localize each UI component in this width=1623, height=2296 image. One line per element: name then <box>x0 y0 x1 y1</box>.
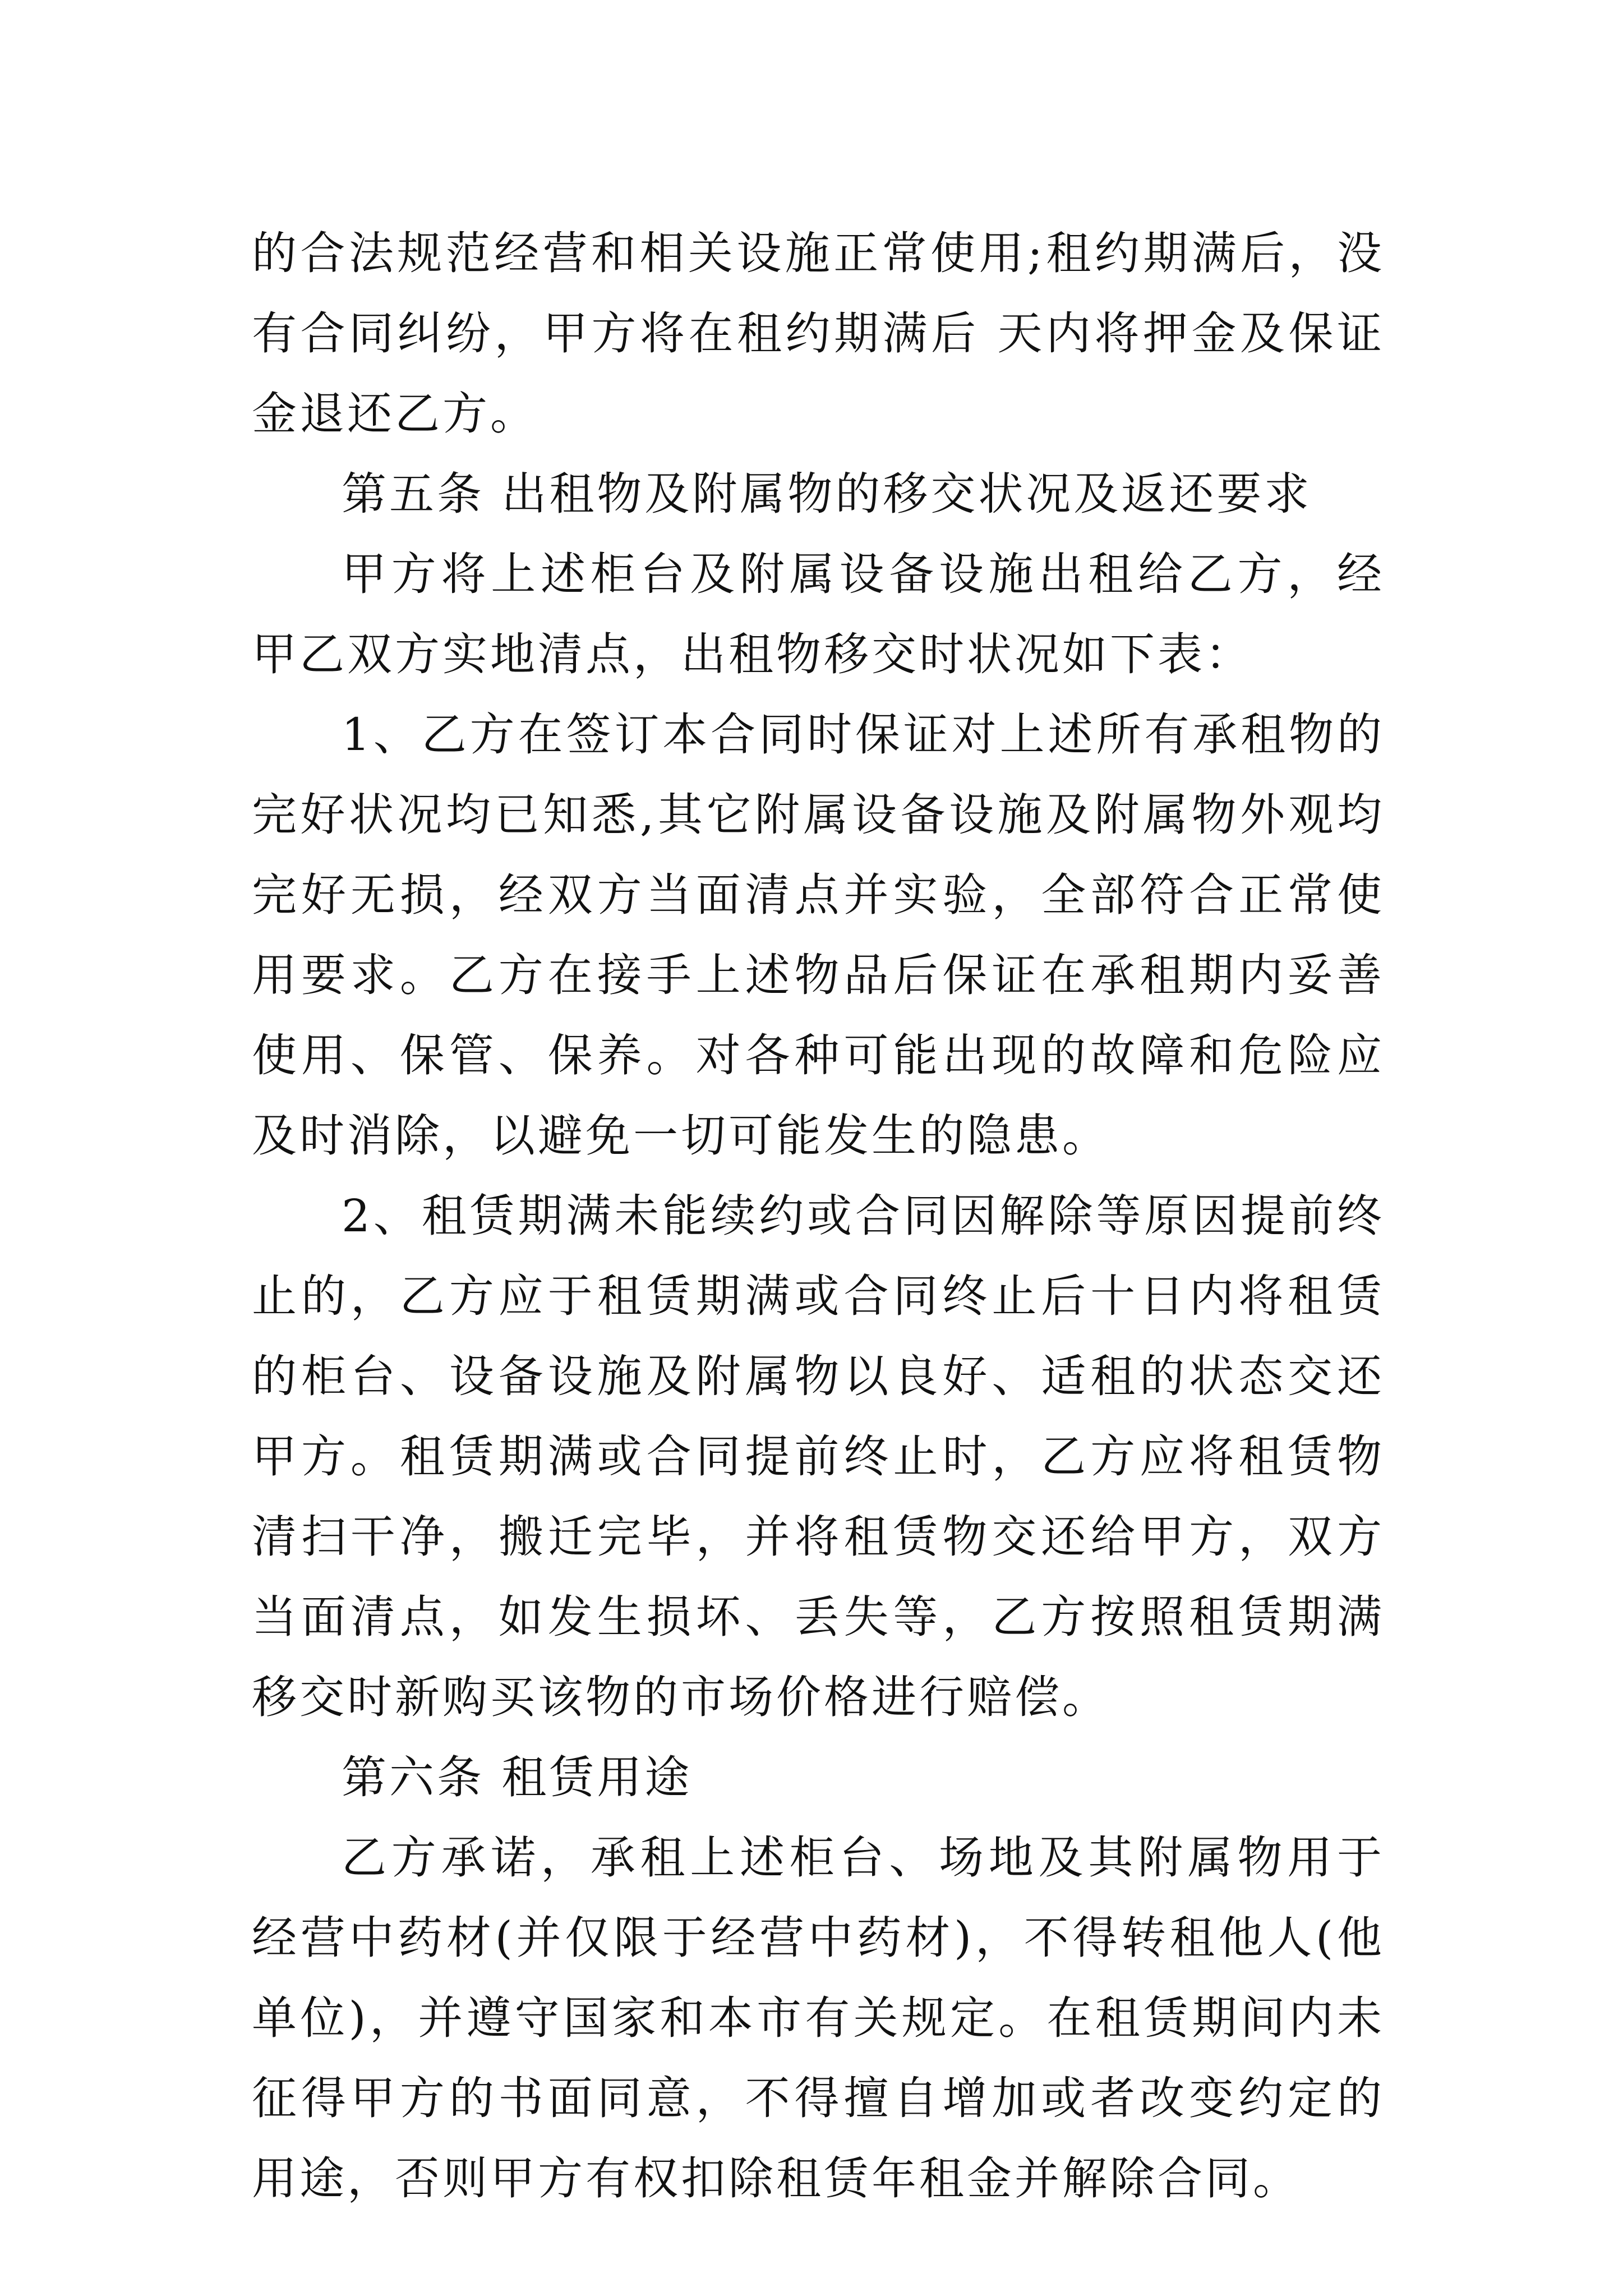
article-5-heading: 第五条 出租物及附属物的移交状况及返还要求 <box>342 468 1312 520</box>
paragraph-clause-2: 2、租赁期满未能续约或合同因解除等原因提前终止的，乙方应于租赁期满或合同终止后十日内将租赁的柜台、设备设施及附属物以良好、适租的状态交还甲方。租赁期满或合同提前终止时，乙方应将租赁物清扫干净，搬迁完毕，并将租赁物交还给甲方，双方当面清点，如发生损坏、丢失等，乙方按照租赁期满移交时新购买该物的市场价格进行赔偿。 <box>252 1190 1385 1723</box>
paragraph-lease-purpose: 乙方承诺，承租上述柜台、场地及其附属物用于经营中药材(并仅限于经营中药材)，不得转租他人(他单位)，并遵守国家和本市有关规定。在租赁期间内未征得甲方的书面同意，不得擅自增加或者改变约定的用途，否则甲方有权扣除租赁年租金并解除合同。 <box>252 1832 1385 2205</box>
article-6-heading: 第六条 租赁用途 <box>342 1751 693 1803</box>
paragraph-handover-intro: 甲方将上述柜台及附属设备设施出租给乙方，经甲乙双方实地清点，出租物移交时状况如下表： <box>252 548 1385 680</box>
document-body <box>252 213 1385 2219</box>
paragraph-continuation: 的合法规范经营和相关设施正常使用;租约期满后，没有合同纠纷，甲方将在租约期满后 天内将押金及保证金退还乙方。 <box>252 227 1385 440</box>
paragraph-clause-1: 1、乙方在签订本合同时保证对上述所有承租物的完好状况均已知悉,其它附属设备设施及附属物外观均完好无损，经双方当面清点并实验，全部符合正常使用要求。乙方在接手上述物品后保证在承租期内妥善使用、保管、保养。对各种可能出现的故障和危险应及时消除，以避免一切可能发生的隐患。 <box>252 708 1385 1162</box>
